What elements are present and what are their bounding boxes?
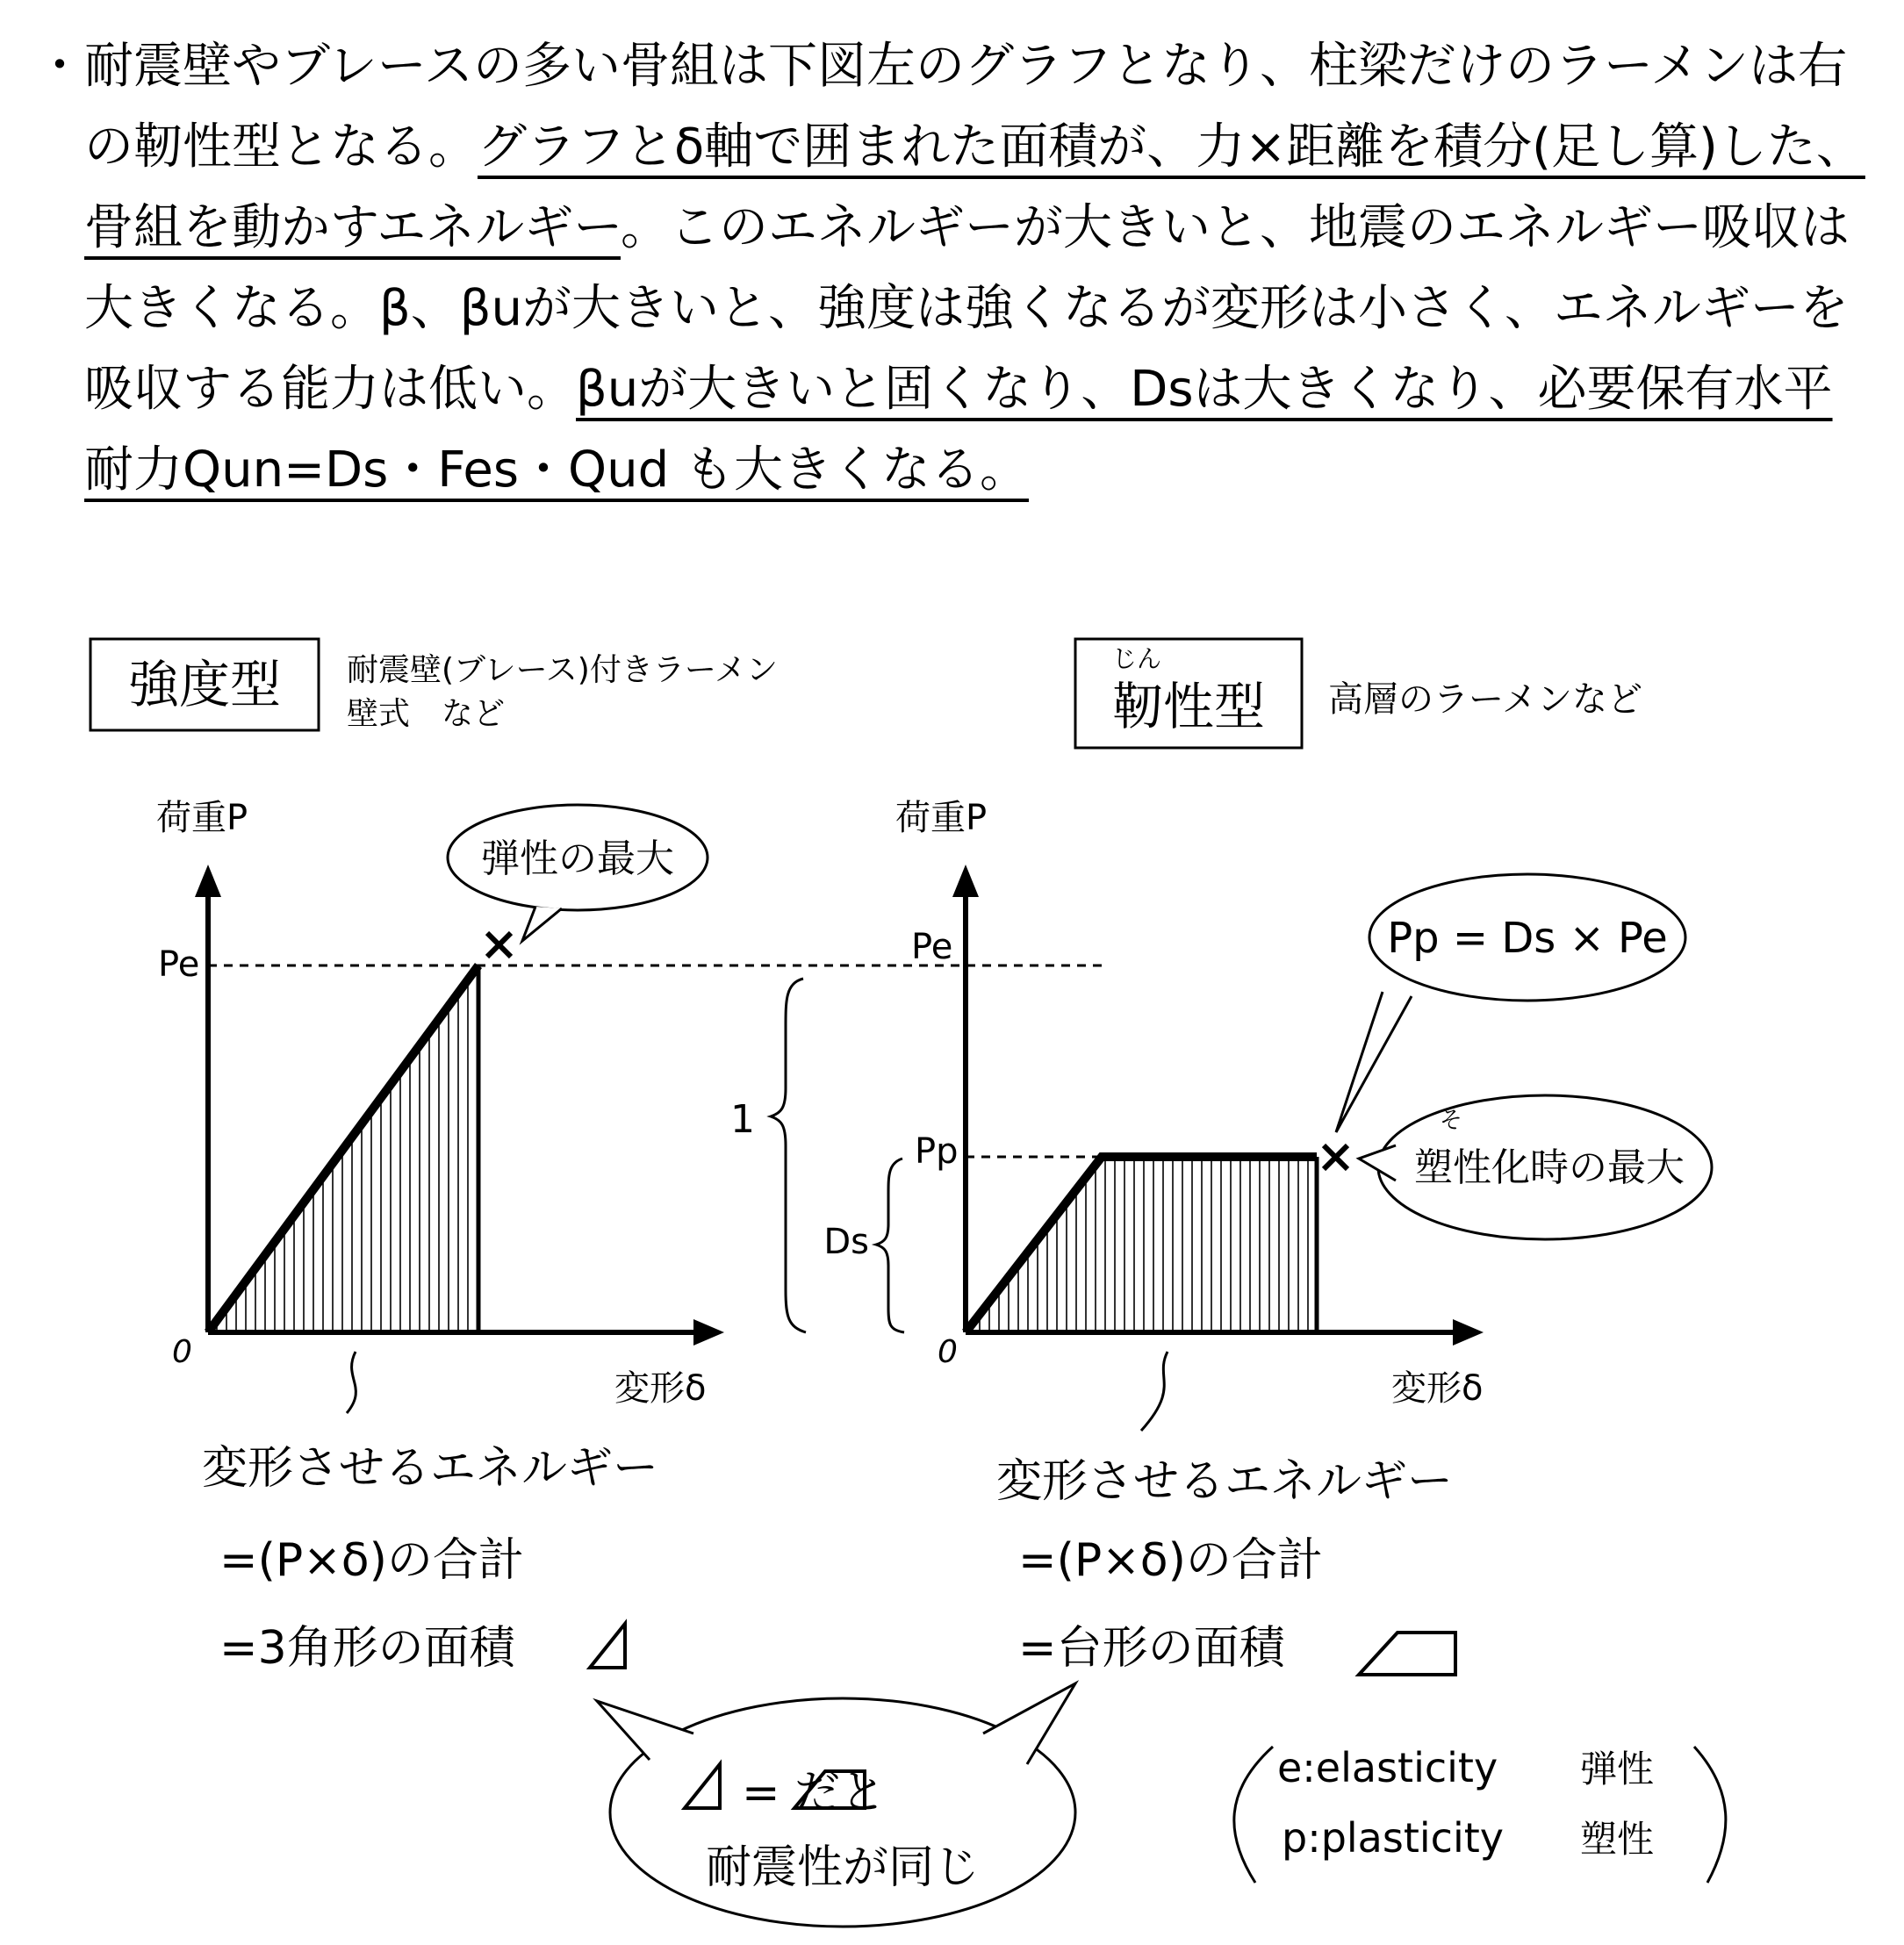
brace-one — [771, 979, 806, 1332]
ductile-ruby: じん — [1111, 644, 1162, 673]
legend-elasticity-jp: 弾性 — [1580, 1748, 1655, 1791]
legend-left-paren — [1234, 1747, 1273, 1883]
left-x-axis-label: 変形δ — [614, 1368, 707, 1409]
legend-elasticity: e:elasticity — [1277, 1744, 1498, 1791]
elastic-max-cross-icon — [487, 933, 511, 957]
legend — [1234, 1744, 1726, 1883]
bullet: ・ — [35, 38, 84, 95]
sentence-2-underlined: グラフとδ軸で囲まれた面積が、力×距離を積分(足し算)した、骨組を動かすエネルギー — [84, 118, 1865, 256]
ductile-desc: 高層のラーメンなど — [1328, 679, 1642, 720]
left-energy-pointer — [347, 1352, 356, 1413]
right-x-axis-label: 変形δ — [1391, 1368, 1484, 1409]
left-origin-label: 0 — [172, 1334, 192, 1370]
one-label: 1 — [730, 1097, 755, 1142]
formula-callout-text: Pp = Ds × Pe — [1387, 914, 1668, 963]
type-label-strength: 強度型 — [127, 655, 282, 714]
strength-desc-line2: 壁式 など — [347, 696, 506, 732]
plastic-max-callout-text: 塑性化時の最大 — [1414, 1145, 1685, 1190]
right-y-arrow-icon — [952, 865, 979, 897]
left-y-arrow-icon — [195, 865, 221, 897]
plastic-max-callout-tail — [1359, 1145, 1396, 1181]
legend-plasticity-jp: 塑性 — [1580, 1818, 1655, 1861]
trapezoid-area-hatch — [966, 1157, 1317, 1332]
type-label-ductile: 靭性型 — [1111, 677, 1266, 736]
plastic-ruby: そ — [1440, 1108, 1463, 1134]
right-energy-line3: =台形の面積 — [1018, 1622, 1285, 1675]
strength-desc-line1: 耐震壁(ブレース)付きラーメン — [347, 652, 779, 688]
bubble-line2: 耐震性が同じ — [705, 1841, 981, 1894]
right-origin-label: 0 — [938, 1334, 958, 1370]
plastic-max-cross-icon — [1324, 1145, 1347, 1169]
sentence-3: 。このエネルギーが大きいと、地震のエネルギー吸収は大きくなる。β、βuが大きいと、強度は強くなるが変形は小さく、エネルギーを吸収する能力は低い。 — [84, 199, 1850, 418]
brace-ds — [876, 1159, 904, 1332]
bubble-line1: = だと — [742, 1767, 887, 1819]
left-x-arrow-icon — [693, 1319, 724, 1346]
left-energy-line2: =(P×δ)の合計 — [219, 1534, 524, 1587]
left-pe-label: Pe — [158, 944, 200, 985]
sentence-1: 耐震壁やブレースの多い骨組は下図左のグラフとなり、柱梁だけのラーメンは右の靭性型となる。 — [84, 38, 1848, 176]
middle-braces — [730, 979, 904, 1332]
left-energy-line3: =3角形の面積 — [219, 1622, 515, 1675]
legend-right-paren — [1694, 1747, 1726, 1883]
right-x-arrow-icon — [1453, 1319, 1484, 1346]
right-y-axis-label: 荷重P — [895, 798, 988, 838]
ds-label: Ds — [823, 1222, 869, 1262]
right-pp-label: Pp — [915, 1131, 959, 1172]
elastic-max-callout-text: 弾性の最大 — [481, 836, 674, 881]
left-energy-line1: 変形させるエネルギー — [202, 1442, 659, 1495]
right-energy-line2: =(P×δ)の合計 — [1018, 1534, 1323, 1587]
triangle-shape-icon — [590, 1624, 625, 1668]
right-energy-line1: 変形させるエネルギー — [996, 1455, 1454, 1508]
sentence-4-underlined: βuが大きいと固くなり、Dsは大きくなり、 — [576, 361, 1538, 418]
elastic-max-callout-tail — [522, 907, 562, 941]
formula-callout-tail — [1336, 992, 1412, 1132]
right-graph — [895, 798, 1712, 1675]
left-y-axis-label: 荷重P — [156, 798, 248, 838]
sentence-5-underlined: 必要保有水平耐力Qun=Ds・Fes・Qud も大きくなる。 — [84, 361, 1833, 499]
right-energy-pointer — [1141, 1352, 1168, 1431]
legend-plasticity: p:plasticity — [1282, 1814, 1504, 1862]
trapezoid-shape-icon — [1359, 1633, 1455, 1675]
right-pe-label: Pe — [911, 927, 953, 967]
equal-resistance-bubble — [597, 1683, 1075, 1927]
